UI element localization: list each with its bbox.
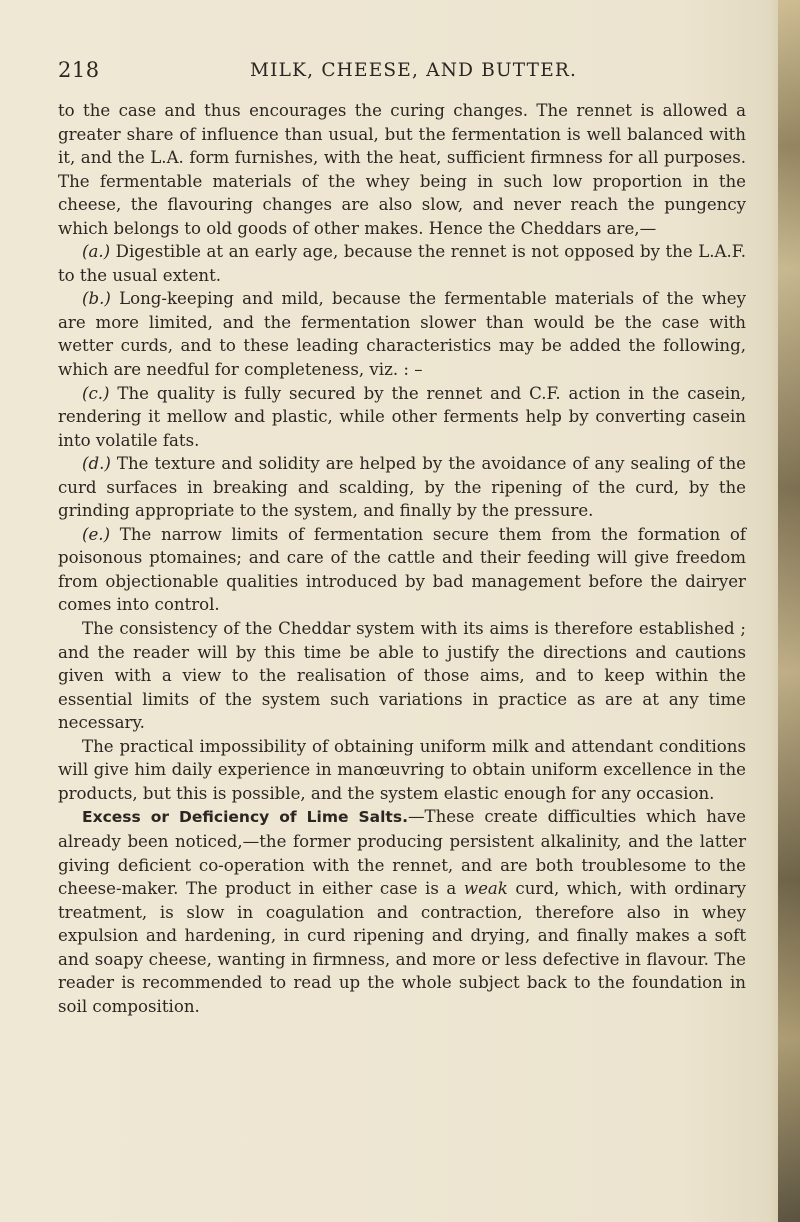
page-edge-shadow xyxy=(778,0,800,1222)
paragraph: The practical impossibility of obtaining uniform milk and attendant conditions will give him daily experience in manœuvring to obtain uniform excellence in the products, but this is possible, and the system elastic enough for any occasion. xyxy=(58,736,746,803)
paragraph-item-b: (b.) Long-keeping and mild, because the fermentable materials of the whey are more limited, and the fermentation slower than would be the case with wetter curds, and to these leading characteristics may be added the following, which are needful for completeness, viz. : – xyxy=(58,289,746,380)
paragraph-item-a: (a.) Digestible at an early age, because the rennet is not opposed by the L.A.F. to the usual extent. xyxy=(58,242,746,285)
page-header xyxy=(58,58,748,88)
emphasis: weak xyxy=(463,879,508,899)
item-label: (e.) xyxy=(82,524,111,544)
item-label: (a.) xyxy=(82,242,111,262)
running-title: MILK, CHEESE, AND BUTTER. xyxy=(250,60,578,81)
body-text xyxy=(58,99,746,1018)
item-label: (b.) xyxy=(82,289,111,309)
section-heading: Excess or Deficiency of Lime Salts. xyxy=(82,808,408,827)
page-number: 218 xyxy=(58,58,100,82)
item-label: (d.) xyxy=(82,454,111,474)
paragraph-item-d: (d.) The texture and solidity are helped by the avoidance of any sealing of the curd surfaces in breaking and scalding, by the ripening of the curd, by the grinding appropriate to the system, and finally by the pressure. xyxy=(58,454,746,521)
paragraph-item-c: (c.) The quality is fully secured by the rennet and C.F. action in the casein, rendering it mellow and plastic, while other ferments help by converting casein into volatile fats. xyxy=(58,383,746,450)
paragraph: to the case and thus encourages the curing changes. The rennet is allowed a greater share of influence than usual, but the fermentation is well balanced with it, and the L.A. form furnishes, with the heat, sufficient firmness for all purposes. The fermentable materials of the whey being in such low proportion in the cheese, the flavouring changes are also slow, and never reach the pungency which belongs to old goods of other makes. Hence the Cheddars are,— xyxy=(58,101,746,238)
paragraph: The consistency of the Cheddar system with its aims is therefore established ; and the reader will by this time be able to justify the directions and cautions given with a view to the realisation of those aims, and to keep within the essential limits of the system such variations in practice as are at any time necessary. xyxy=(58,619,746,733)
paragraph-item-e: (e.) The narrow limits of fermentation secure them from the formation of poisonous ptomaines; and care of the cattle and their feeding will give freedom from objectionable qualities introduced by bad management before the dairyer comes into control. xyxy=(58,524,746,615)
paragraph-lime-salts: Excess or Deficiency of Lime Salts.—These create difficulties which have already been noticed,—the former producing persistent alkalinity, and the latter giving deficient co-operation with the rennet, and are both troublesome to the cheese-maker. The product in either case is a weak curd, which, with ordinary treatment, is slow in coagulation and contraction, therefore also in whey expulsion and hardening, in curd ripening and drying, and finally makes a soft and soapy cheese, wanting in firmness, and more or less defective in flavour. The reader is recommended to read up the whole subject back to the foundation in soil composition. xyxy=(58,807,747,1016)
item-label: (c.) xyxy=(82,383,110,403)
